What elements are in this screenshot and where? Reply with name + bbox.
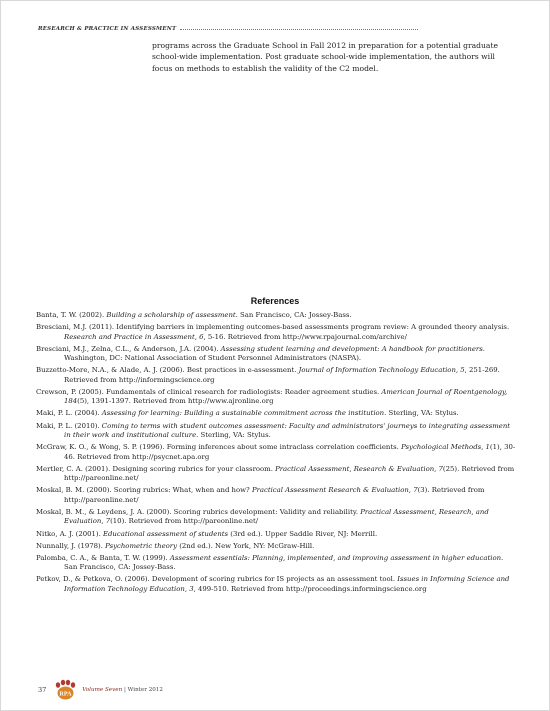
reference-title: Educational assessment of students <box>102 529 229 538</box>
footer-volume: Volume Seven <box>82 687 123 693</box>
reference-title: Assessing student learning and development: A handbook for practitioners <box>220 344 483 353</box>
reference-title: Psychometric theory <box>105 541 177 550</box>
reference-text: Nitko, A. J. (2001). <box>36 529 103 538</box>
reference-title: Issues in Informing Science and Information Technology Education, 3 <box>64 575 510 593</box>
reference-details: (5), 1391-1397. Retrieved from http://www.ajronline.org <box>77 397 274 406</box>
reference-entry <box>36 530 518 540</box>
reference-title: Assessing for learning: Building a sustainable commitment across the institution <box>101 409 385 418</box>
header-dotted-rule <box>180 29 418 30</box>
page-footer <box>38 679 163 701</box>
references-heading: References <box>250 296 300 306</box>
reference-title: American Journal of Roentgenology, 184 <box>64 387 508 406</box>
footer-issue: Winter 2012 <box>127 687 163 693</box>
reference-text: Bresciani, M.J., Zelna, C.L., & Anderson, J.A. (2004). <box>36 344 221 353</box>
reference-title: Building a scholarship of assessment <box>106 311 236 319</box>
page-number: 37 <box>38 686 47 694</box>
logo-text: RPA <box>59 691 72 698</box>
reference-title: Assessment essentials: Planning, implemented, and improving assessment in higher education <box>169 553 502 562</box>
reference-details: . San Francisco, CA: Jossey-Bass. <box>64 553 504 572</box>
reference-entry <box>36 443 518 462</box>
reference-entry <box>36 323 518 342</box>
running-title: RESEARCH & PRACTICE IN ASSESSMENT <box>38 26 177 32</box>
reference-details: . Sterling, VA: Stylus. <box>384 409 459 418</box>
reference-text: Mertler, C. A. (2001). Designing scoring rubrics for your classroom. <box>36 464 276 473</box>
reference-title: Practical Assessment Research & Evaluation, 7 <box>251 486 418 495</box>
reference-entry <box>36 465 518 484</box>
intro-paragraph: programs across the Graduate School in Fall 2012 in preparation for a potential graduate school-wide implementation. Post graduate school-wide implementation, the authors will focus on methods to establish the validity of the C2 model. <box>152 41 499 73</box>
reference-entry <box>36 542 518 552</box>
reference-details: (1), 30-46. Retrieved from http://psycnet.apa.org <box>64 443 516 461</box>
footer-issue-info <box>82 687 163 693</box>
reference-entry <box>36 508 518 527</box>
reference-entry <box>36 345 518 364</box>
footer-separator: | <box>122 687 128 693</box>
reference-details: , 251-269. Retrieved from http://informingscience.org <box>64 366 500 384</box>
reference-entry <box>36 422 518 441</box>
reference-details: (2nd ed.). New York, NY: McGraw-Hill. <box>177 541 315 550</box>
reference-entry <box>36 486 518 505</box>
references-list <box>36 311 518 597</box>
reference-title: Research and Practice in Assessment, 6 <box>64 332 204 341</box>
reference-text: Moskal, B. M. (2000). Scoring rubrics: What, when and how? <box>36 486 252 495</box>
reference-details: (25). Retrieved from http://pareonline.net/ <box>64 464 515 483</box>
reference-text: Maki, P. L. (2004). <box>36 409 102 418</box>
reference-text: Nunnally, J. (1978). <box>36 541 106 550</box>
reference-details: . San Francisco, CA: Jossey-Bass. <box>235 311 352 319</box>
reference-text: Palomba, C. A., & Banta, T. W. (1999). <box>36 553 170 562</box>
reference-text: Petkov, D., & Petkova, O. (2006). Development of scoring rubrics for IS projects as an assessment tool. <box>36 575 398 584</box>
reference-text: Buzzetto-More, N.A., & Alade, A. J. (2006). Best practices in e-assessment. <box>36 366 299 375</box>
reference-text: Bresciani, M.J. (2011). Identifying barriers in implementing outcomes-based assessments program review: A grounded theory analysis. <box>36 323 510 332</box>
reference-entry <box>36 366 518 385</box>
reference-text: Moskal, B. M., & Leydens, J. A. (2000). Scoring rubrics development: Validity and reliability. <box>36 507 361 516</box>
reference-details: (3). Retrieved from http://pareonline.net/ <box>64 486 485 504</box>
reference-entry <box>36 575 518 594</box>
reference-details: . Sterling, VA: Stylus. <box>196 431 271 440</box>
reference-title: Coming to terms with student outcomes assessment: Faculty and administrators' journeys to integrating assessment in their work and institutional culture <box>64 421 511 440</box>
reference-title: Journal of Information Technology Education, 5 <box>298 366 465 375</box>
reference-text: Maki, P. L. (2010). <box>36 421 102 430</box>
reference-entry <box>36 388 518 407</box>
reference-text: Banta, T. W. (2002). <box>36 311 107 319</box>
reference-title: Practical Assessment, Research & Evaluation, 7 <box>275 464 443 473</box>
reference-entry <box>36 311 518 321</box>
reference-text: McGraw, K. O., & Wong, S. P. (1996). Forming inferences about some intraclass correlation coefficients. <box>36 443 402 452</box>
reference-details: , 499-510. Retrieved from http://proceedings.informingscience.org <box>193 584 427 593</box>
reference-details: (3rd ed.). Upper Saddle River, NJ: Merrill. <box>228 529 378 538</box>
reference-details: , 5-16. Retrieved from http://www.rpajournal.com/archive/ <box>203 332 407 341</box>
reference-details: . Washington, DC: National Association of Student Personnel Administrators (NASPA). <box>64 344 485 363</box>
reference-title: Practical Assessment, Research, and Evaluation, 7 <box>64 507 489 526</box>
reference-entry <box>36 409 518 419</box>
reference-details: (10). Retrieved from http://pareonline.net/ <box>110 517 259 526</box>
rpa-paw-logo-icon <box>52 679 78 701</box>
running-header <box>38 26 418 32</box>
reference-title: Psychological Methods, 1 <box>401 443 490 452</box>
reference-entry <box>36 554 518 573</box>
reference-text: Crewson, P. (2005). Fundamentals of clinical research for radiologists: Reader agreement studies. <box>36 387 382 396</box>
